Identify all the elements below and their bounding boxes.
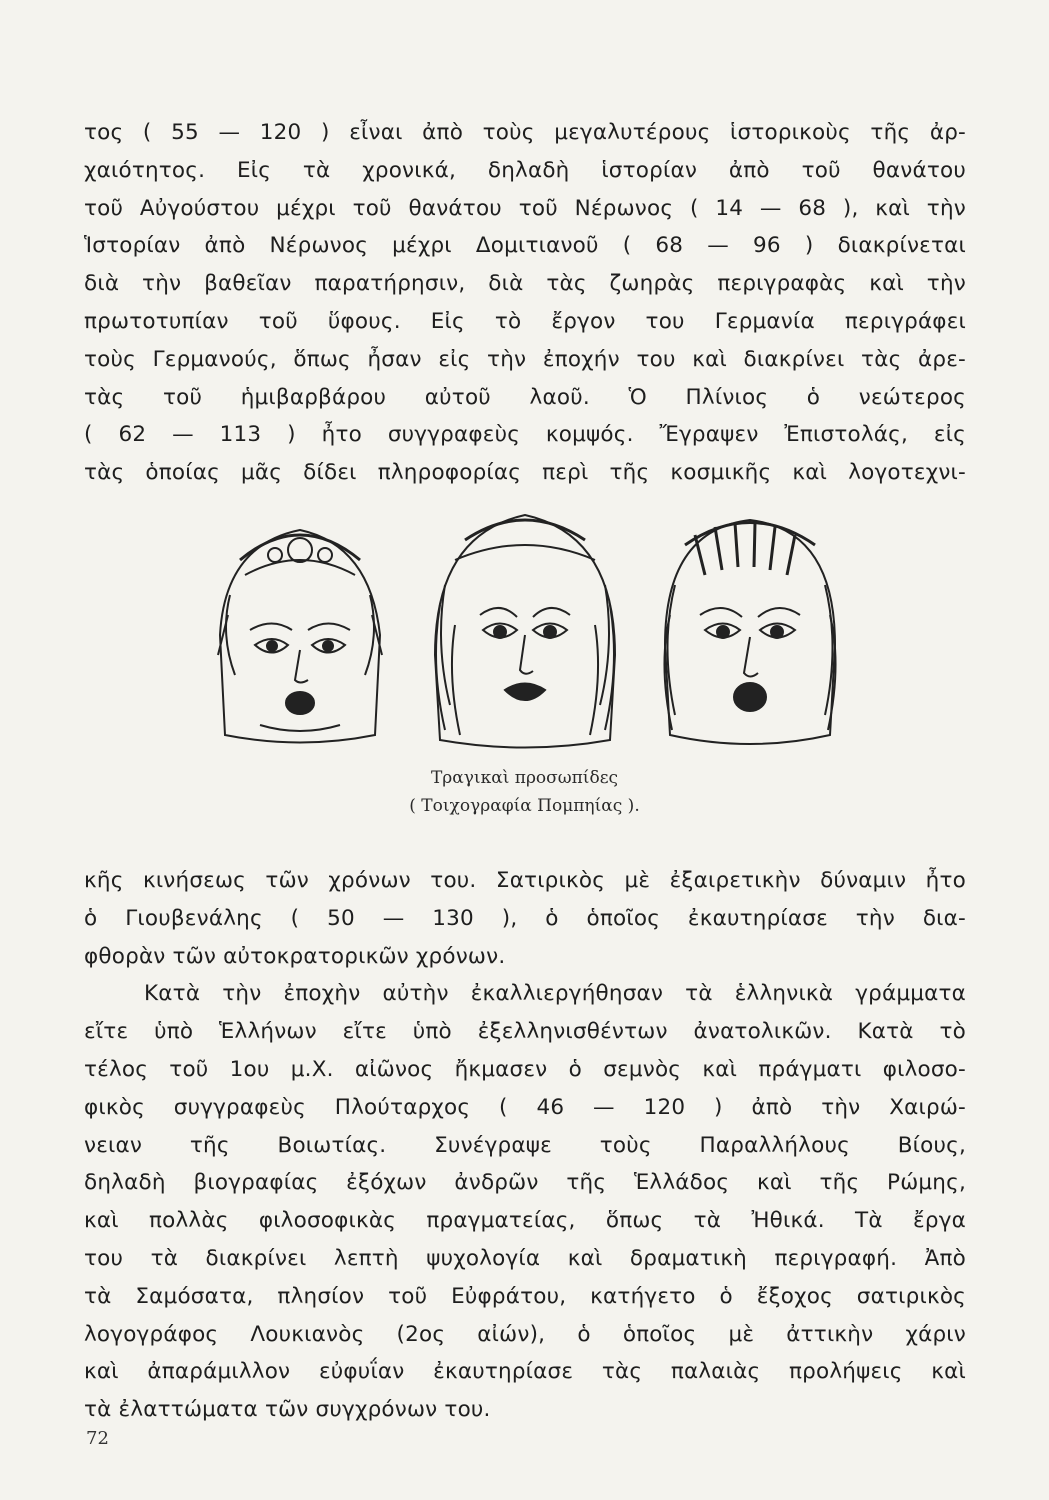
text-line: τὰ Σαμόσατα, πλησίον τοῦ Εὐφράτου, κατήγετο ὁ ἔξοχος σατιρικὸς (84, 1283, 966, 1309)
text-line: δηλαδὴ βιογραφίας ἐξόχων ἀνδρῶν τῆς Ἑλλάδος καὶ τῆς Ρώμης, (84, 1170, 966, 1196)
text-line: φθορὰν τῶν αὐτοκρατορικῶν χρόνων. (84, 943, 506, 969)
figure-caption-title: Τραγικαὶ προσωπίδες (430, 768, 619, 788)
text-line: ( 62 — 113 ) ἦτο συγγραφεὺς κομψός. Ἔγραψεν Ἐπιστολάς, εἰς (84, 422, 966, 448)
text-line: τὰς ὁποίας μᾶς δίδει πληροφορίας περὶ τῆς κοσμικῆς καὶ λογοτεχνι- (84, 460, 966, 486)
mask-center (435, 515, 615, 748)
tragic-masks-illustration (200, 505, 850, 755)
text-line: χαιότητος. Εἰς τὰ χρονικά, δηλαδὴ ἱστορίαν ἀπὸ τοῦ θανάτου (84, 157, 966, 183)
text-line: του τὰ διακρίνει λεπτὴ ψυχολογία καὶ δραματικὴ περιγραφή. Ἀπὸ (84, 1245, 966, 1271)
text-line: κῆς κινήσεως τῶν χρόνων του. Σατιρικὸς μὲ ἐξαιρετικὴν δύναμιν ἦτο (84, 868, 966, 893)
text-line: τοὺς Γερμανούς, ὅπως ἦσαν εἰς τὴν ἐποχήν του καὶ διακρίνει τὰς ἀρε- (84, 346, 966, 372)
mask-right (664, 520, 835, 744)
text-line: εἴτε ὑπὸ Ἑλλήνων εἴτε ὑπὸ ἐξελληνισθέντων ἀνατολικῶν. Κατὰ τὸ (84, 1019, 966, 1045)
text-line: καὶ πολλὰς φιλοσοφικὰς πραγματείας, ὅπως τὰ Ἠθικά. Τὰ ἔργα (84, 1208, 966, 1234)
text-line: Κατὰ τὴν ἐποχὴν αὐτὴν ἐκαλλιεργήθησαν τὰ ἑλληνικὰ γράμματα (144, 981, 966, 1007)
text-line: τὰ ἐλαττώματα τῶν συγχρόνων του. (84, 1397, 491, 1423)
text-line: νειαν τῆς Βοιωτίας. Συνέγραψε τοὺς Παραλλήλους Βίους, (84, 1132, 966, 1158)
text-line: τὰς τοῦ ἡμιβαρβάρου αὐτοῦ λαοῦ. Ὁ Πλίνιος ὁ νεώτερος (84, 384, 966, 410)
text-line: τοῦ Αὐγούστου μέχρι τοῦ θανάτου τοῦ Νέρωνος ( 14 — 68 ), καὶ τὴν (84, 195, 966, 221)
page-number: 72 (86, 1428, 109, 1449)
mask-left (218, 530, 382, 743)
text-line: διὰ τὴν βαθεῖαν παρατήρησιν, διὰ τὰς ζωηρὰς περιγραφὰς καὶ τὴν (84, 271, 966, 297)
text-line: τος ( 55 — 120 ) εἶναι ἀπὸ τοὺς μεγαλυτέρους ἱστορικοὺς τῆς ἀρ- (84, 120, 966, 145)
text-line: τέλος τοῦ 1ου μ.Χ. αἰῶνος ἤκμασεν ὁ σεμνὸς καὶ πράγματι φιλοσο- (84, 1056, 966, 1082)
top-paragraph (84, 114, 966, 492)
text-line: Ἱστορίαν ἀπὸ Νέρωνος μέχρι Δομιτιανοῦ ( 68 — 96 ) διακρίνεται (84, 233, 966, 259)
text-line: φικὸς συγγραφεὺς Πλούταρχος ( 46 — 120 ) ἀπὸ τὴν Χαιρώ- (84, 1094, 966, 1120)
text-line: λογογράφος Λουκιανὸς (2ος αἰών), ὁ ὁποῖος μὲ ἀττικὴν χάριν (84, 1321, 966, 1347)
bottom-paragraph (84, 862, 966, 1429)
figure-caption-source: ( Τοιχογραφία Πομπηίας ). (409, 796, 640, 816)
text-line: πρωτοτυπίαν τοῦ ὕφους. Εἰς τὸ ἔργον του Γερμανία περιγράφει (84, 308, 966, 334)
text-line: καὶ ἀπαράμιλλον εὐφυΐαν ἐκαυτηρίασε τὰς παλαιὰς προλήψεις καὶ (84, 1359, 966, 1385)
text-line: ὁ Γιουβενάλης ( 50 — 130 ), ὁ ὁποῖος ἐκαυτηρίασε τὴν δια- (84, 905, 966, 931)
